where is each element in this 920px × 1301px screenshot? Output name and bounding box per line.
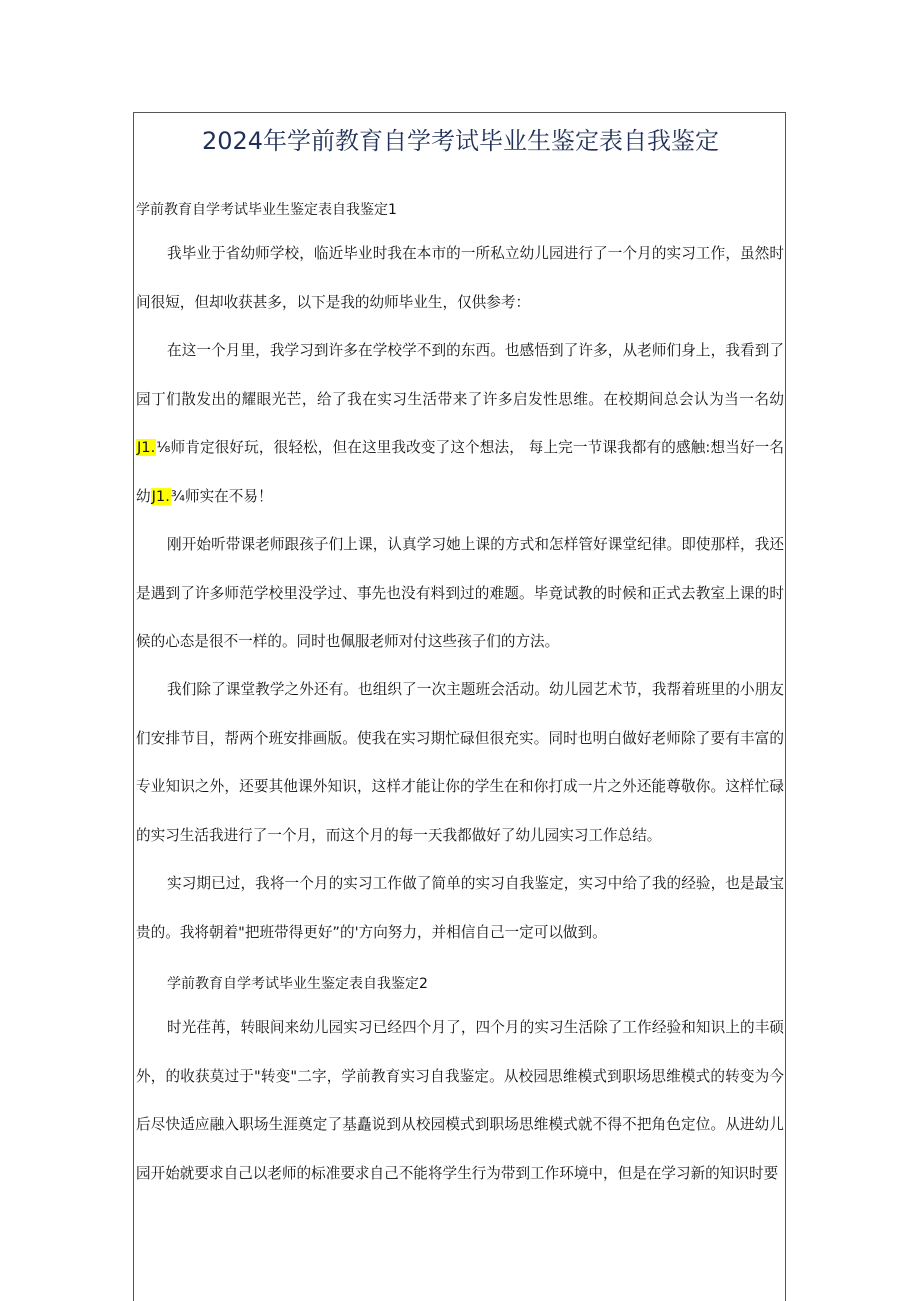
paragraph-3: 刚开始听带课老师跟孩子们上课，认真学习她上课的方式和怎样管好课堂纪律。即使那样，我还是遇到了许多师范学校里没学过、事先也没有料到过的难题。毕竟试教的时候和正式去教室上课的时候的心态是很不一样的。同时也佩服老师对付这些孩子们的方法。 (136, 536, 784, 650)
paragraph-4: 我们除了课堂教学之外还有。也组织了一次主题班会活动。幼儿园艺术节，我帮着班里的小朋友们安排节目，帮两个班安排画版。使我在实习期忙碌但很充实。同时也明白做好老师除了要有丰富的专业知识之外，还要其他课外知识，这样才能让你的学生在和你打成一片之外还能尊敬你。这样忙碌的实习生活我进行了一个月，而这个月的每一天我都做好了幼儿园实习工作总结。 (136, 681, 784, 844)
highlight-mark-1: J1. (137, 439, 156, 456)
paragraph-5: 实习期已过，我将一个月的实习工作做了简单的实习自我鉴定，实习中给了我的经验，也是最宝贵的。我将朝着"把班带得更好”的'方向努力，并相信自己一定可以做到。 (136, 875, 784, 941)
paragraph-2-part-b: ⅛师肯定很好玩，很轻松，但在这里我改变了这个想法， 每上完一节课我都有的感触:想当好一名幼 (136, 439, 784, 505)
document-title: 2024年学前教育自学考试毕业生鉴定表自我鉴定 (201, 127, 720, 155)
paragraph-2-part-c: ¾师实在不易！ (170, 487, 273, 505)
document-page (133, 112, 786, 1301)
section-heading-2: 学前教育自学考试毕业生鉴定表自我鉴定2 (167, 976, 428, 992)
paragraph-2 (136, 327, 784, 521)
paragraph-1: 我毕业于省幼师学校，临近毕业时我在本市的一所私立幼儿园进行了一个月的实习工作，虽然时间很短，但却收获甚多，以下是我的幼师毕业生，仅供参考： (136, 245, 784, 311)
section-heading-1: 学前教育自学考试毕业生鉴定表自我鉴定1 (136, 202, 397, 218)
paragraph-6: 时光荏苒，转眼间来幼儿园实习已经四个月了，四个月的实习生活除了工作经验和知识上的丰硕外，的收获莫过于"转变"二字，学前教育实习自我鉴定。从校园思维模式到职场思维模式的转变为今后尽快适应融入职场生涯奠定了基矗说到从校园模式到职场思维模式就不得不把角色定位。从进幼儿园开始就要求自己以老师的标准要求自己不能将学生行为带到工作环境中，但是在学习新的知识时要 (136, 1019, 784, 1182)
highlight-mark-2: J1. (151, 487, 170, 505)
paragraph-2-part-a: 在这一个月里，我学习到许多在学校学不到的东西。也感悟到了许多，从老师们身上，我看到了园丁们散发出的耀眼光芒，给了我在实习生活带来了许多启发性思维。在校期间总会认为当一名幼 (136, 342, 784, 408)
